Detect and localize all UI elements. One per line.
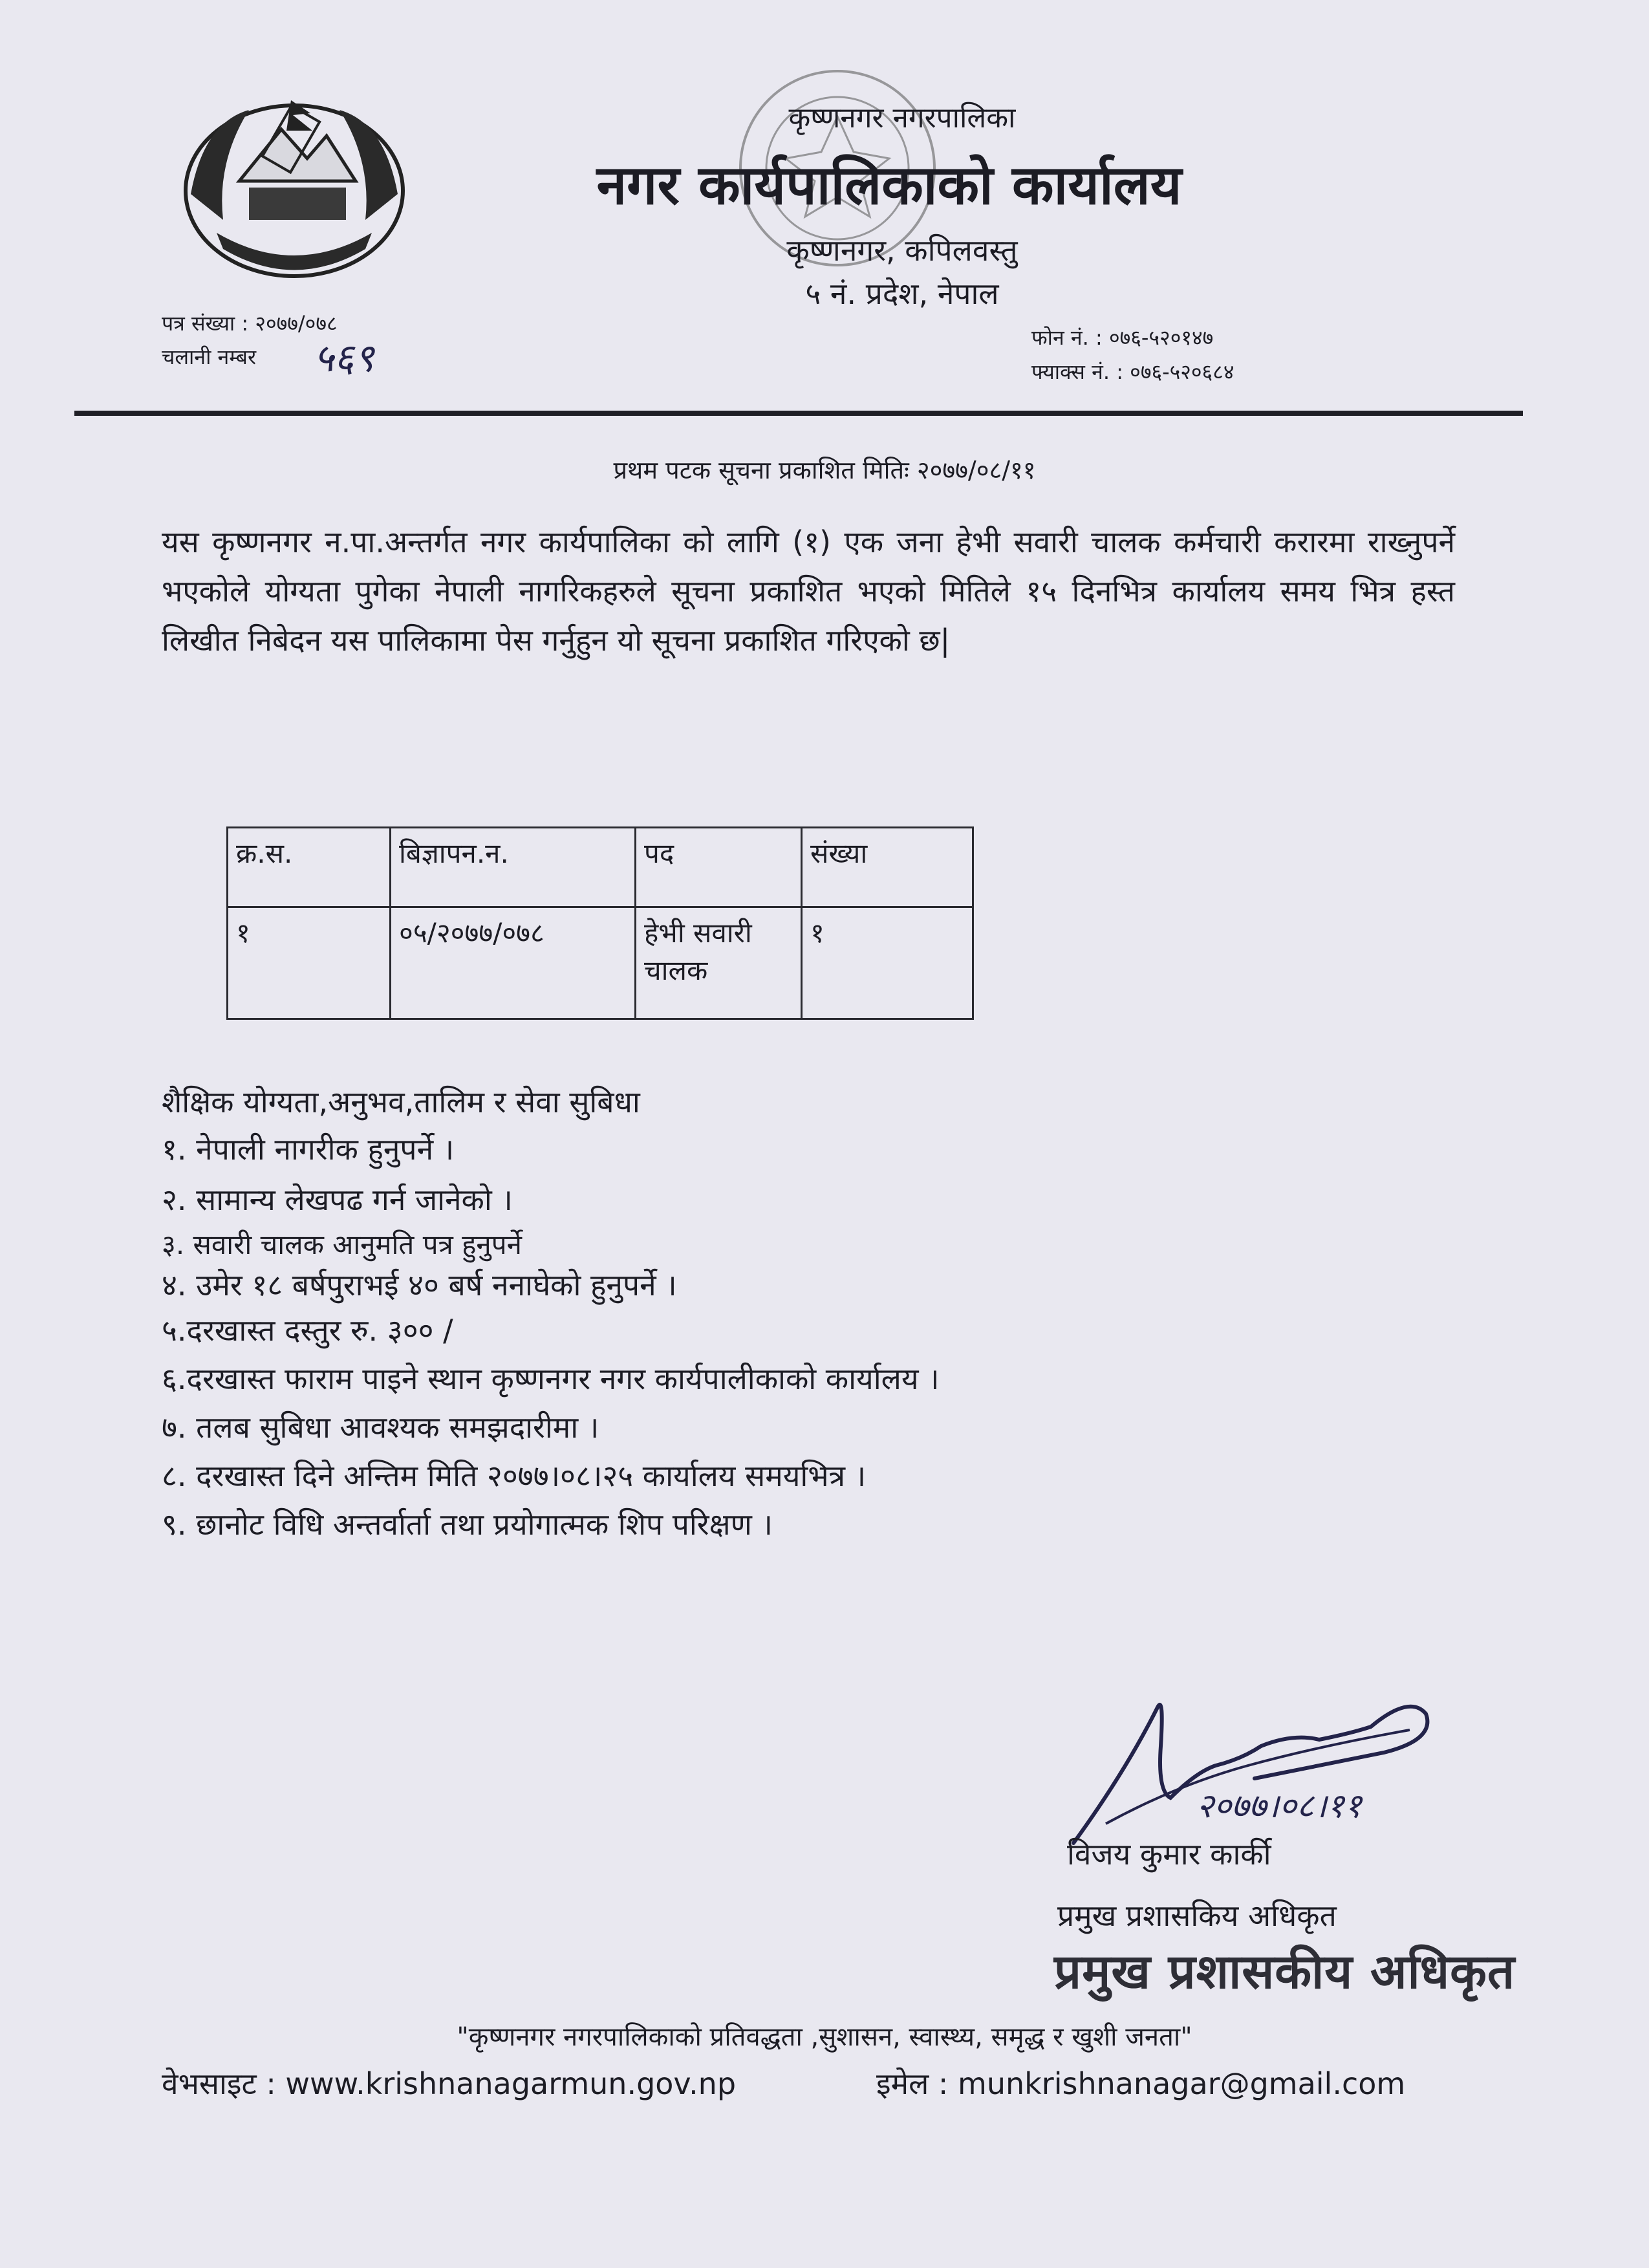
list-item: ४. उमेर १८ बर्षपुराभई ४० बर्ष ननाघेको हुनुपर्ने ।: [162, 1268, 677, 1302]
table-header-cell: बिज्ञापन.न.: [391, 828, 636, 907]
list-item: ८. दरखास्त दिने अन्तिम मिति २०७७।०८।२५ कार्यालय समयभित्र ।: [162, 1458, 867, 1493]
office-title: नगर कार्यपालिकाको कार्यालय: [596, 153, 1182, 217]
table-cell: ०५/२०७७/०७८: [391, 907, 636, 1019]
fax-number: फ्याक्स नं. : ०७६-५२०६८४: [1031, 360, 1234, 384]
publication-date: प्रथम पटक सूचना प्रकाशित मितिः २०७७/०८/११: [613, 456, 1036, 484]
table-row: [228, 907, 973, 1019]
table-cell: हेभी सवारी चालक: [636, 907, 802, 1019]
list-item: २. सामान्य लेखपढ गर्न जानेको ।: [162, 1182, 513, 1217]
list-item: १. नेपाली नागरीक हुनुपर्ने ।: [162, 1132, 455, 1167]
list-item: ७. तलब सुबिधा आवश्यक समझदारीमा ।: [162, 1410, 599, 1445]
letter-number: पत्र संख्या : २०७७/०७८: [162, 311, 338, 336]
footer-email: इमेल : munkrishnanagar@gmail.com: [876, 2066, 1406, 2101]
list-item: ५.दरखास्त दस्तुर रु. ३०० /: [162, 1313, 453, 1348]
signature-date: २०७७।०८।११: [1196, 1787, 1362, 1826]
list-item: ६.दरखास्त फाराम पाइने स्थान कृष्णनगर नगर कार्यपालीकाको कार्यालय ।: [162, 1361, 940, 1396]
office-province: ५ नं. प्रदेश, नेपाल: [805, 276, 999, 311]
table-cell: १: [802, 907, 973, 1019]
office-location: कृष्णनगर, कपिलवस्तु: [786, 233, 1018, 268]
phone-number: फोन नं. : ०७६-५२०१४७: [1031, 325, 1214, 350]
footer-website: वेभसाइट : www.krishnanagarmun.gov.np: [162, 2066, 737, 2101]
header-divider: [74, 411, 1523, 416]
footer-motto: "कृष्णनगर नगरपालिकाको प्रतिवद्धता ,सुशासन, स्वास्थ्य, समृद्ध र खुशी जनता": [457, 2022, 1192, 2052]
table-header-cell: पद: [636, 828, 802, 907]
table-cell: १: [228, 907, 391, 1019]
designation-stamp: प्रमुख प्रशासकीय अधिकृत: [1054, 1944, 1516, 2000]
table-header-cell: संख्या: [802, 828, 973, 907]
municipality-name: कृष्णनगर नगरपालिका: [788, 102, 1016, 135]
vacancy-table: [226, 826, 974, 1020]
table-header-cell: क्र.स.: [228, 828, 391, 907]
signatory-name: विजय कुमार कार्की: [1067, 1837, 1271, 1872]
dispatch-label: चलानी नम्बर: [162, 345, 257, 369]
dispatch-number-handwritten: ५६९: [314, 336, 374, 381]
table-header-row: [228, 828, 973, 907]
notice-body: यस कृष्णनगर न.पा.अन्तर्गत नगर कार्यपालिका को लागि (१) एक जना हेभी सवारी चालक कर्मचारी करारमा राख्नुपर्ने भएकोले योग्यता पुगेका नेपाली नागरिकहरुले सूचना प्रकाशित भएको मितिले १५ दिनभित्र कार्यालय समय भित्र हस्त लिखीत निबेदन यस पालिकामा पेस गर्नुहुन यो सूचना प्रकाशित गरिएको छ|: [162, 524, 1455, 658]
qualifications-heading: शैक्षिक योग्यता,अनुभव,तालिम र सेवा सुबिधा: [162, 1085, 640, 1119]
signatory-designation: प्रमुख प्रशासकिय अधिकृत: [1057, 1898, 1337, 1933]
list-item: ९. छानोट विधि अन्तर्वार्ता तथा प्रयोगात्मक शिप परिक्षण ।: [162, 1507, 773, 1542]
list-item: ३. सवारी चालक आनुमति पत्र हुनुपर्ने: [162, 1229, 522, 1260]
